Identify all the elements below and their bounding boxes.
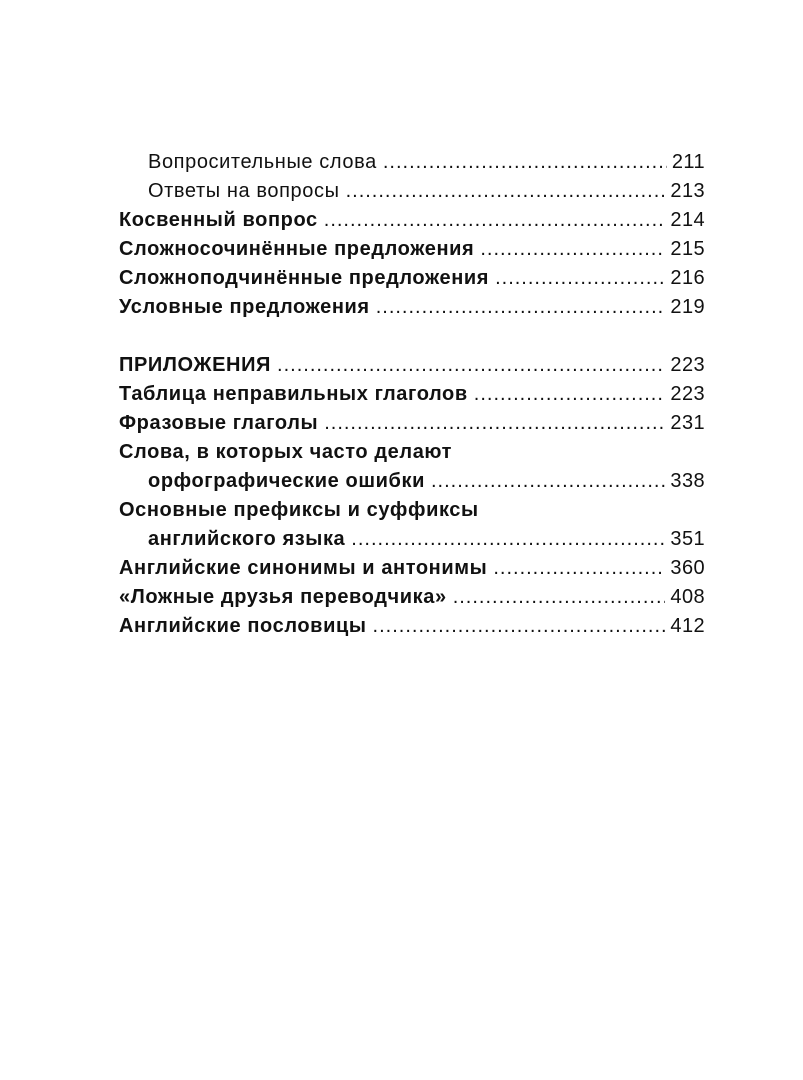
toc-entry xyxy=(119,206,705,235)
toc-entry-page: 360 xyxy=(670,557,705,579)
toc-entry-title: Английские пословицы xyxy=(119,615,367,637)
toc-entry-title: Сложносочинённые предложения xyxy=(119,238,475,260)
toc-entry xyxy=(119,612,705,641)
toc-entry-page: 214 xyxy=(670,209,705,231)
toc-entry xyxy=(119,409,705,438)
dot-leader xyxy=(493,554,665,583)
dot-leader xyxy=(351,525,665,554)
dot-leader xyxy=(373,612,666,641)
dot-leader xyxy=(346,177,666,206)
toc-entry-page: 408 xyxy=(670,586,705,608)
toc-entry-title: Таблица неправильных глаголов xyxy=(119,383,468,405)
toc-entry-title: Сложноподчинённые предложения xyxy=(119,267,490,289)
dot-leader xyxy=(277,351,665,380)
toc-entry-page: 412 xyxy=(670,615,705,637)
toc-entry-title: Ответы на вопросы xyxy=(148,180,340,202)
toc-entry-title: «Ложные друзья переводчика» xyxy=(119,586,447,608)
toc-entry-title: Слова, в которых часто делают xyxy=(119,441,452,463)
dot-leader xyxy=(431,467,665,496)
toc-entry-title: Вопросительные слова xyxy=(148,151,377,173)
toc-entry-title: ПРИЛОЖЕНИЯ xyxy=(119,354,272,376)
dot-leader xyxy=(376,293,666,322)
toc-entry xyxy=(119,148,705,177)
toc-entry-page: 223 xyxy=(670,383,705,405)
toc-entry-page: 216 xyxy=(670,267,705,289)
toc-entry-continuation xyxy=(119,525,705,554)
toc-entry-continuation xyxy=(119,467,705,496)
dot-leader xyxy=(474,380,666,409)
toc-entry-page: 213 xyxy=(670,180,705,202)
toc-entry-page: 338 xyxy=(670,470,705,492)
table-of-contents xyxy=(119,148,705,641)
toc-entry-title: Косвенный вопрос xyxy=(119,209,318,231)
toc-entry xyxy=(119,438,705,496)
toc-entry xyxy=(119,496,705,554)
toc-entry-title-cont: английского языка xyxy=(148,528,346,550)
toc-entry xyxy=(119,351,705,380)
toc-entry-page: 211 xyxy=(671,151,705,173)
toc-entry xyxy=(119,380,705,409)
dot-leader xyxy=(480,235,665,264)
toc-entry-title: Английские синонимы и антонимы xyxy=(119,557,488,579)
toc-entry-page: 215 xyxy=(670,238,705,260)
toc-entry xyxy=(119,264,705,293)
toc-entry-title-cont: орфографические ошибки xyxy=(148,470,425,492)
dot-leader xyxy=(324,409,665,438)
dot-leader xyxy=(383,148,667,177)
toc-entry xyxy=(119,177,705,206)
toc-entry xyxy=(119,583,705,612)
toc-entry-page: 219 xyxy=(670,296,705,318)
toc-entry-page: 231 xyxy=(670,412,705,434)
dot-leader xyxy=(324,206,666,235)
toc-entry-page: 351 xyxy=(670,528,705,550)
toc-entry xyxy=(119,293,705,322)
toc-entry xyxy=(119,554,705,583)
toc-entry-title: Условные предложения xyxy=(119,296,370,318)
toc-entry-title: Фразовые глаголы xyxy=(119,412,319,434)
dot-leader xyxy=(495,264,665,293)
toc-entry-title: Основные префиксы и суффиксы xyxy=(119,499,479,521)
section-gap xyxy=(119,322,705,351)
toc-entry-page: 223 xyxy=(670,354,705,376)
dot-leader xyxy=(453,583,666,612)
toc-entry xyxy=(119,235,705,264)
